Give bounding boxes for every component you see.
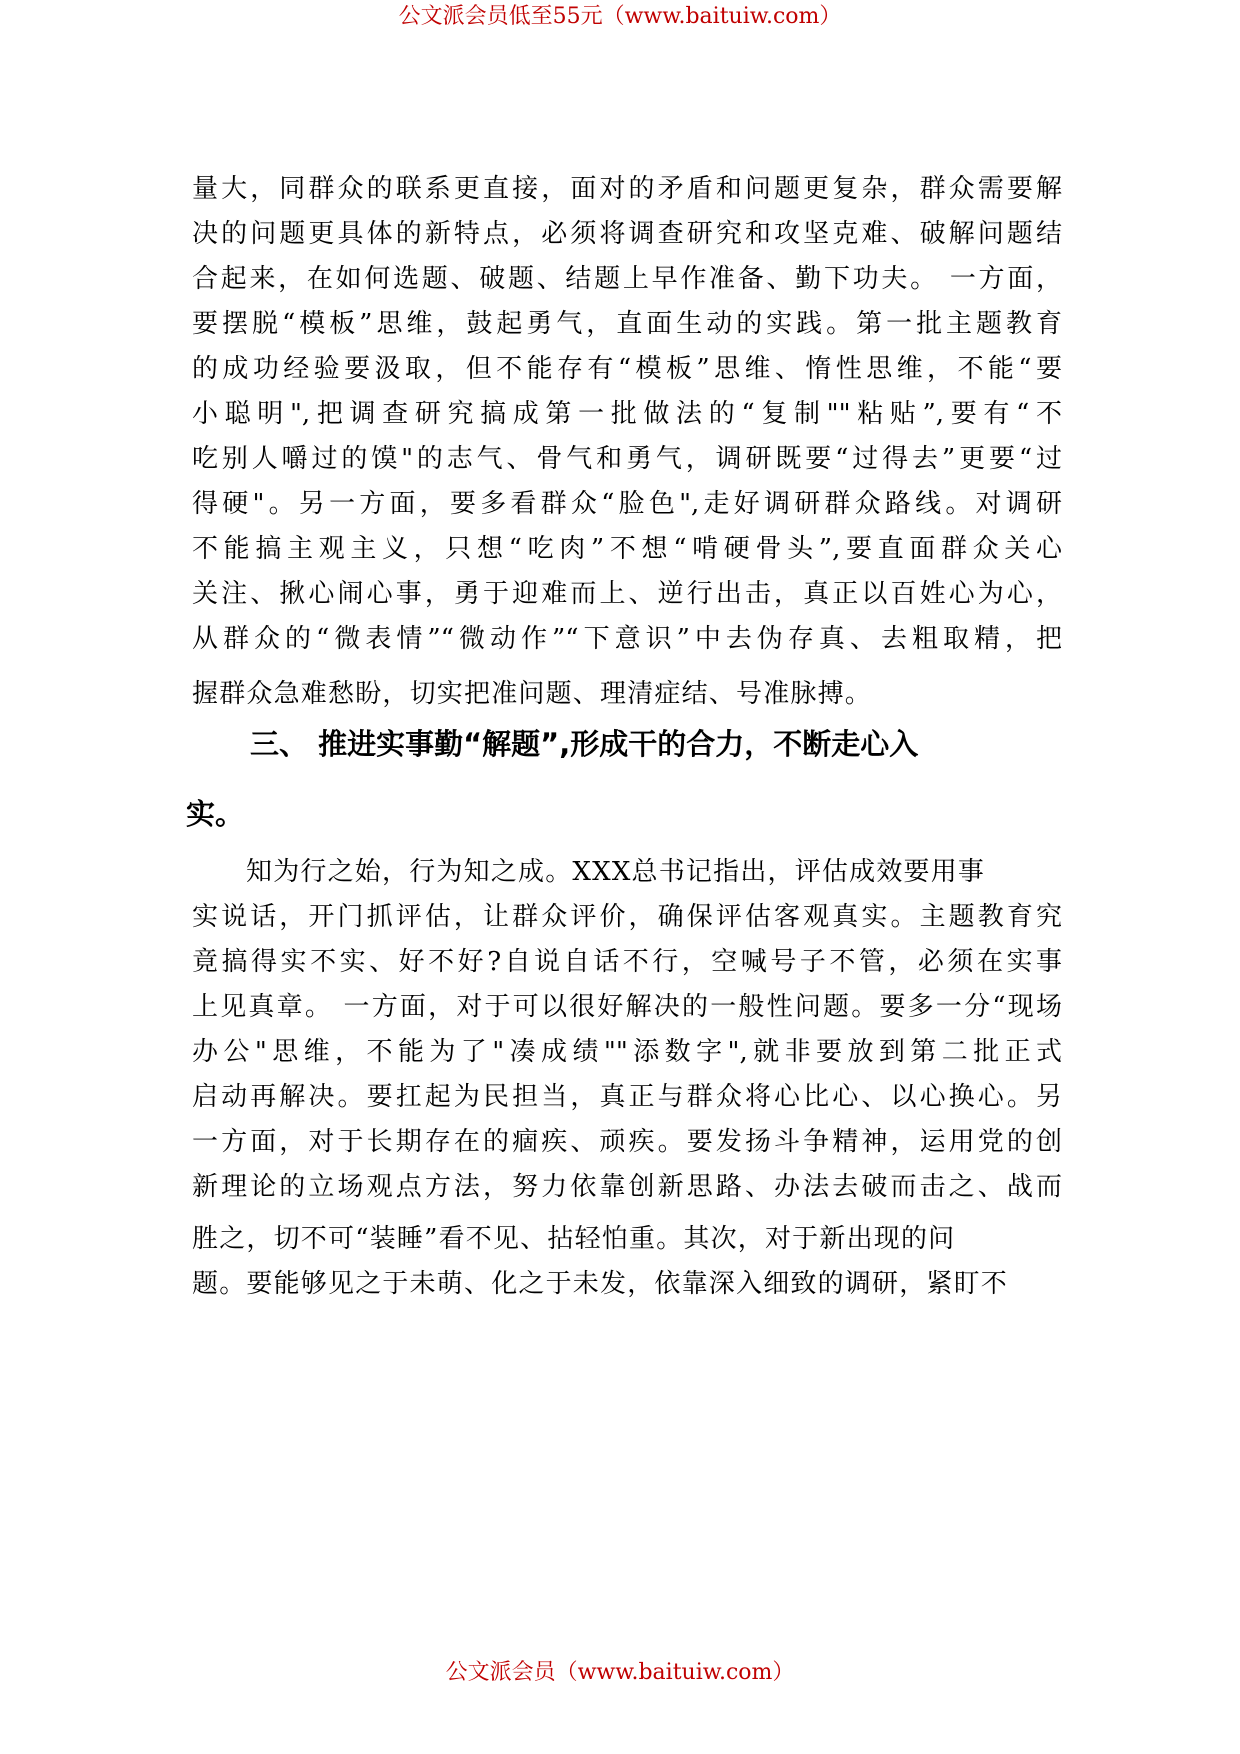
header-banner: 公文派会员低至55元（www.baituiw.com） xyxy=(398,4,842,29)
paragraph-line: 上见真章。 一方面，对于可以很好解决的一般性问题。要多一分“现场 xyxy=(192,992,1062,1022)
paragraph-line: 小聪明",把调查研究搞成第一批做法的“复制""粘贴”,要有“不 xyxy=(192,399,1062,429)
paragraph-line: 不能搞主观主义，只想“吃肉”不想“啃硬骨头”,要直面群众关心 xyxy=(192,534,1062,564)
paragraph-line: 得硬"。另一方面，要多看群众“脸色",走好调研群众路线。对调研 xyxy=(192,489,1062,519)
paragraph-line: 办公"思维，不能为了"凑成绩""添数字",就非要放到第二批正式 xyxy=(192,1037,1062,1067)
paragraph-line: 题。要能够见之于未萌、化之于未发，依靠深入细致的调研，紧盯不 xyxy=(192,1269,1009,1299)
paragraph-line: 一方面，对于长期存在的痼疾、顽疾。要发扬斗争精神，运用党的创 xyxy=(192,1127,1062,1157)
paragraph-line: 量大，同群众的联系更直接，面对的矛盾和问题更复杂，群众需要解 xyxy=(192,174,1062,204)
paragraph-line: 新理论的立场观点方法，努力依靠创新思路、办法去破而击之、战而 xyxy=(192,1172,1062,1202)
footer-banner: 公文派会员（www.baituiw.com） xyxy=(445,1660,795,1685)
paragraph-line: 知为行之始，行为知之成。XXX总书记指出，评估成效要用事 xyxy=(246,857,986,887)
paragraph-line: 吃别人嚼过的馍"的志气、骨气和勇气，调研既要“过得去”更要“过 xyxy=(192,444,1062,474)
section-heading: 三、 推进实事勤“解题”,形成干的合力，不断走心入 xyxy=(250,727,919,761)
paragraph-line: 决的问题更具体的新特点，必须将调查研究和攻坚克难、破解问题结 xyxy=(192,219,1062,249)
paragraph-line: 的成功经验要汲取，但不能存有“模板”思维、惰性思维，不能“要 xyxy=(192,354,1062,384)
section-heading-continued: 实。 xyxy=(186,797,245,831)
paragraph-line: 启动再解决。要扛起为民担当，真正与群众将心比心、以心换心。另 xyxy=(192,1082,1062,1112)
paragraph-line: 要摆脱“模板”思维，鼓起勇气，直面生动的实践。第一批主题教育 xyxy=(192,309,1062,339)
paragraph-line: 握群众急难愁盼，切实把准问题、理清症结、号准脉搏。 xyxy=(192,679,873,709)
paragraph-line: 竟搞得实不实、好不好?自说自话不行，空喊号子不管，必须在实事 xyxy=(192,947,1062,977)
paragraph-line: 关注、揪心闹心事，勇于迎难而上、逆行出击，真正以百姓心为心， xyxy=(192,579,1062,609)
paragraph-line: 胜之，切不可“装睡”看不见、拈轻怕重。其次，对于新出现的问 xyxy=(192,1224,956,1254)
paragraph-line: 实说话，开门抓评估，让群众评价，确保评估客观真实。主题教育究 xyxy=(192,902,1062,932)
paragraph-line: 合起来，在如何选题、破题、结题上早作准备、勤下功夫。 一方面， xyxy=(192,264,1062,294)
paragraph-line: 从群众的“微表情”“微动作”“下意识”中去伪存真、去粗取精，把 xyxy=(192,624,1062,654)
